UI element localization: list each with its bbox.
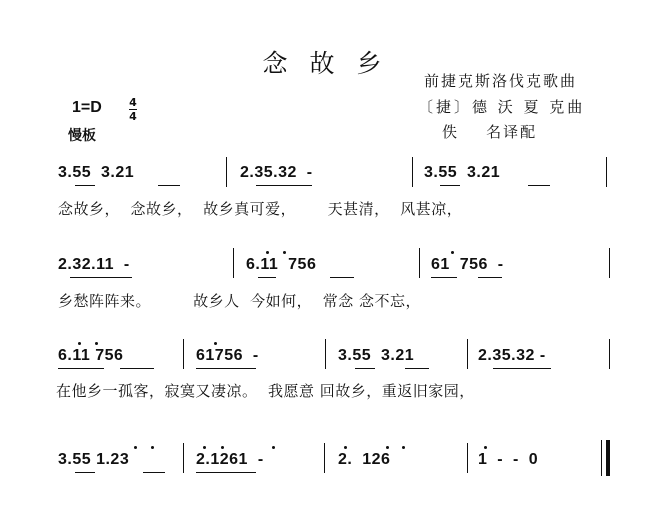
measure-2-1: 2.32.11 - [58,256,130,273]
measure-4-4: 1 - - 0 [478,451,539,468]
barline [325,339,326,369]
underline [196,368,256,369]
underline [528,185,550,186]
high-octave-dot [386,446,389,449]
barline [606,157,607,187]
underline [158,185,180,186]
time-signature-bottom: 4 [129,110,137,123]
barline [467,443,468,473]
measure-4-2: 2.1261 - [196,451,264,468]
underline [70,277,132,278]
underline [75,472,95,473]
measure-3-4: 2.35.32 - [478,347,546,364]
barline [609,248,610,278]
lyrics-line-3: 在他乡一孤客，寂寞又凄凉。 我愿意 回故乡，重返旧家园， [56,382,475,400]
underline [120,368,154,369]
underline [58,368,104,369]
measure-4-3: 2. 126 [338,451,391,468]
high-octave-dot [221,446,224,449]
barline [233,248,234,278]
high-octave-dot [134,446,137,449]
measure-2-3: 61 756 - [431,256,504,273]
high-octave-dot [95,342,98,345]
song-title: 念故乡 [262,49,404,78]
origin-credit: 前捷克斯洛伐克歌曲 [424,72,578,90]
tempo-marking: 慢板 [68,128,96,144]
measure-1-1: 3.55 3.21 [58,164,135,181]
measure-1-3: 3.55 3.21 [424,164,501,181]
measure-1-2: 2.35.32 - [240,164,313,181]
measure-2-2: 6.11 756 [246,256,317,273]
underline [440,185,460,186]
underline [258,277,276,278]
underline [405,368,429,369]
barline [467,339,468,369]
measure-3-3: 3.55 3.21 [338,347,415,364]
composer-credit: 〔捷〕德 沃 夏 克曲 [418,98,586,116]
high-octave-dot [203,446,206,449]
key-signature: 1=D [72,99,102,116]
time-signature [128,97,138,122]
high-octave-dot [151,446,154,449]
final-barline-thin [601,440,602,476]
measure-3-1: 6.11 756 [58,347,124,364]
high-octave-dot [344,446,347,449]
underline [493,368,551,369]
lyrics-line-1: 念故乡， 念故乡， 故乡真可爱， 天甚清， 风甚凉， [58,200,463,218]
underline [330,277,354,278]
underline [75,185,95,186]
barline [324,443,325,473]
high-octave-dot [402,446,405,449]
underline [431,277,457,278]
high-octave-dot [484,446,487,449]
lyrics-line-2: 乡愁阵阵来。 故乡人 今如何， 常念 念不忘， [58,292,421,310]
high-octave-dot [272,446,275,449]
underline [355,368,375,369]
high-octave-dot [78,342,81,345]
measure-3-2: 61756 - [196,347,259,364]
barline [226,157,227,187]
barline [183,339,184,369]
underline [196,472,256,473]
time-signature-top: 4 [129,96,137,109]
high-octave-dot [266,251,269,254]
barline [412,157,413,187]
underline [478,277,502,278]
underline [143,472,165,473]
final-barline-thick [606,440,610,476]
high-octave-dot [451,251,454,254]
measure-4-1: 3.55 1.23 [58,451,130,468]
lyricist-credit: 佚 名译配 [442,123,538,141]
high-octave-dot [283,251,286,254]
barline [609,339,610,369]
high-octave-dot [214,342,217,345]
barline [419,248,420,278]
underline [256,185,312,186]
barline [183,443,184,473]
